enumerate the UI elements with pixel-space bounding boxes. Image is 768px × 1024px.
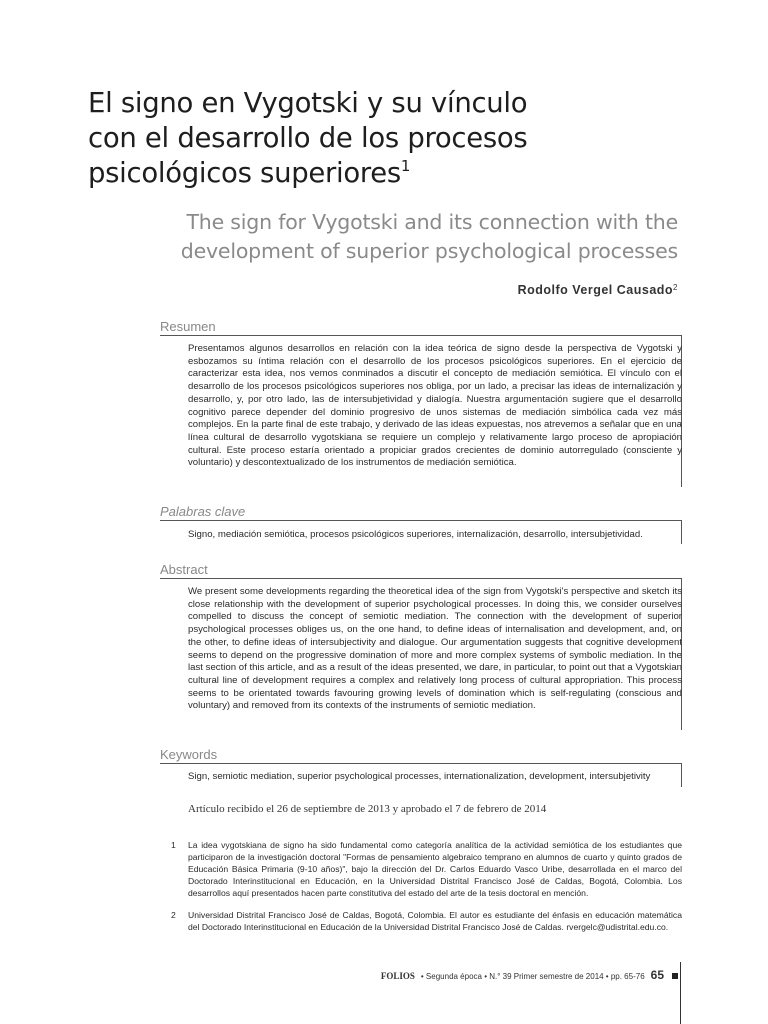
resumen-heading: Resumen	[160, 319, 216, 334]
footer-divider	[680, 962, 681, 1024]
keywords-rule	[160, 763, 682, 764]
journal-name: FOLIOS	[380, 971, 415, 981]
title-footnote-ref[interactable]: 1	[400, 157, 411, 175]
palabras-clave-text: Signo, mediación semiótica, procesos psicológicos superiores, internalización, desarrollo, intersubjetividad.	[188, 529, 643, 540]
resumen-text: Presentamos algunos desarrollos en relación con la idea teórica de signo desde la perspectiva de Vygotski y esbozamos su íntima relación con el desarrollo de los procesos psicológicos superiores. En el ejercicio de caracterizar esta idea, nos vemos conminados a discutir el concepto de mediación semiótica. El vínculo con el desarrollo de los procesos psicológicos superiores nos obliga, por un lado, a precisar las ideas de internalización y desarrollo, y, por otro lado, las de intersubjetividad y dialogía. Nuestra argumentación sugiere que el desarrollo cognitivo parece depender del dominio progresivo de unos sistemas de mediación simbólica cada vez más complejos. En la parte final de este trabajo, y derivado de las ideas expuestas, nos atrevemos a señalar que en una línea cultural de desarrollo vygotskiana se requiere un complejo y relativamente largo proceso de apropiación cultural. Este proceso estaría orientado a propiciar grados crecientes de dominio autorregulado (consciente y voluntario) y descontextualizado de los instrumentos de mediación semiótica.	[188, 343, 682, 469]
footnote-number: 1	[171, 840, 176, 850]
subtitle-line-2: development of superior psychological processes	[180, 239, 678, 263]
subtitle-line-1: The sign for Vygotski and its connection with the	[186, 210, 678, 234]
journal-details: • Segunda época • N.° 39 Primer semestre de 2014 • pp. 65-76	[420, 972, 645, 981]
resumen-rule	[160, 335, 682, 336]
page-number: 65	[650, 968, 664, 982]
author-name	[518, 283, 678, 297]
footnote-1	[171, 839, 682, 899]
palabras-clave-rule	[160, 520, 682, 521]
footnote-2	[171, 909, 682, 933]
title-line-2: con el desarrollo de los procesos	[88, 122, 528, 154]
abstract-heading: Abstract	[160, 562, 208, 577]
title-line-3: psicológicos superiores	[88, 157, 401, 189]
footnote-text: La idea vygotskiana de signo ha sido fundamental como categoría analítica de la actividad semiótica de los estudiantes que participaron de la investigación doctoral "Formas de pensamiento algebraico temprano en alumnos de cuarto y quinto grados de Educación Básica Primaria (9-10 años)", bajo la dirección del Dr. Carlos Eduardo Vasco Uribe, desarrollada en el marco del Doctorado Interinstitucional en Educación, en la Universidad Distrital Francisco José de Caldas, Bogotá, Colombia. Los desarrollos aquí presentados hacen parte constitutiva del estado del arte de la tesis doctoral en mención.	[188, 840, 682, 898]
footnote-text: Universidad Distrital Francisco José de Caldas, Bogotá, Colombia. El autor es estudiante del énfasis en educación matemática del Doctorado Interinstitucional en Educación de la Universidad Distrital Francisco José de Caldas. rvergelc@udistrital.edu.co.	[188, 910, 682, 932]
keywords-text: Sign, semiotic mediation, superior psychological processes, internationalization, development, intersubjetivity	[188, 771, 651, 782]
author-text: Rodolfo Vergel Causado	[517, 283, 674, 297]
page-footer	[381, 968, 678, 982]
received-date: Artículo recibido el 26 de septiembre de 2013 y aprobado el 7 de febrero de 2014	[188, 803, 547, 815]
footnote-number: 2	[171, 910, 176, 920]
square-marker-icon	[672, 973, 678, 979]
keywords-heading: Keywords	[160, 747, 218, 762]
palabras-clave-heading: Palabras clave	[160, 504, 246, 519]
title-line-1: El signo en Vygotski y su vínculo	[88, 87, 528, 119]
article-title	[88, 86, 688, 191]
abstract-rule	[160, 578, 682, 579]
abstract-text: We present some developments regarding the theoretical idea of the sign from Vygotski's perspective and sketch its close relationship with the development of superior psychological processes. In doing this, we consider ourselves compelled to discuss the concept of semiotic mediation. The connection with the development of superior psychological processes obliges us, on the one hand, to define ideas of internalisation and development, and, on the other, to define ideas of intersubjectivity and dialogue. Our argumentation suggests that cognitive development seems to depend on the progressive domination of more and more complex systems of symbolic mediation. In the last section of this article, and as a result of the ideas presented, we dare, in particular, to point out that a Vygotskian cultural line of development requires a complex and relatively long process of cultural appropriation. This process seems to be orientated towards favouring growing levels of domination which is self-regulating (conscious and voluntary) and removed from its contexts of the instruments of semiotic mediation.	[188, 586, 682, 712]
article-subtitle	[118, 208, 678, 266]
author-footnote-ref[interactable]: 2	[673, 283, 678, 292]
